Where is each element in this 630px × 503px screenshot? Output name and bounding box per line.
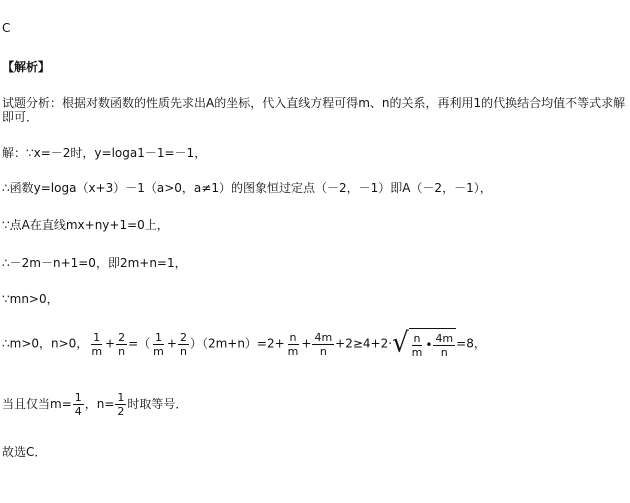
answer-text: C	[2, 21, 11, 35]
line6-prefix: ∴m>0，n>0，	[2, 336, 89, 351]
solution-line-7: 当且仅当m= $\frac{1}{4}$ ，n= $\frac{1}{2}$ 时取等号．	[2, 391, 188, 418]
solution-line-6: ∴m>0，n>0， $\frac{1}{m}$ + $\frac{2}{n}$ =（ $\frac{1}{m}$ + $\frac{2}{n}$ ）（2m+n）=2+ $\frac{n}{m}$ + $\frac{4m}{n}$ +2≥4+2· √ $\frac{n}{m}$ • $\frac{4m}{n}$ =8，	[2, 327, 486, 359]
square-root: √ $\frac{n}{m}$ • $\frac{4m}{n}$	[392, 328, 456, 360]
fraction: $\frac{n}{m}$	[287, 330, 299, 358]
fraction: $\frac{2}{n}$	[179, 330, 187, 358]
fraction: $\frac{4m}{n}$	[314, 330, 333, 358]
conclusion-line: 故选C．	[2, 445, 47, 459]
analysis-header: 【解析】	[2, 60, 51, 74]
fraction: $\frac{1}{m}$	[153, 330, 164, 358]
solution-line-1: 解：∵x=－2时，y=loga1－1=－1，	[2, 146, 207, 160]
solution-line-3: ∵点A在直线mx+ny+1=0上，	[2, 218, 169, 232]
solution-line-5: ∵mn>0，	[2, 292, 59, 306]
fraction: $\frac{4m}{n}$	[435, 331, 454, 359]
fraction: $\frac{n}{m}$	[411, 331, 423, 359]
hint-paragraph: 试题分析：根据对数函数的性质先求出A的坐标，代入直线方程可得m、n的关系，再利用1的代换结合均值不等式求解即可．	[2, 96, 626, 124]
fraction: $\frac{1}{2}$	[117, 391, 125, 418]
fraction: $\frac{2}{n}$	[118, 330, 126, 358]
fraction: $\frac{1}{m}$	[91, 330, 103, 358]
solution-line-4: ∴－2m－n+1=0，即2m+n=1，	[2, 256, 187, 270]
fraction: $\frac{1}{4}$	[74, 391, 82, 418]
solution-line-2: ∴函数y=loga（x+3）－1（a>0，a≠1）的图象恒过定点（－2，－1）即A（－2，－1），	[2, 181, 492, 195]
